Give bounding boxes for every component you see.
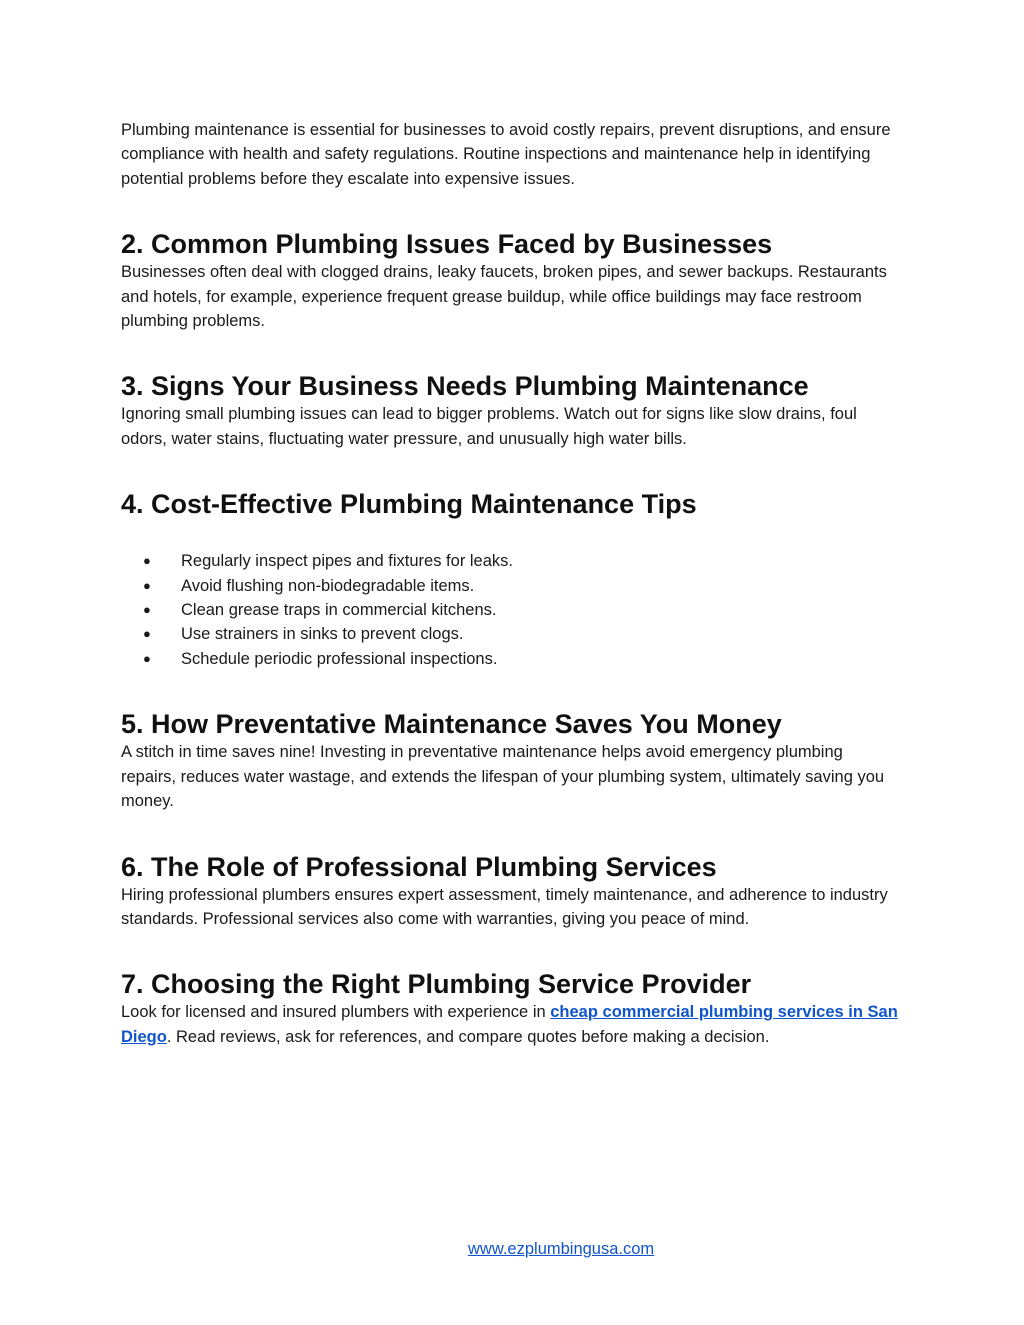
provider-text-after: . Read reviews, ask for references, and compare quotes before making a decision. (166, 1027, 770, 1046)
tip-text: Use strainers in sinks to prevent clogs. (181, 625, 464, 644)
bullet-icon: ● (143, 553, 151, 569)
list-item (121, 549, 901, 573)
tip-text: Avoid flushing non-biodegradable items. (181, 576, 475, 595)
tip-text: Regularly inspect pipes and fixtures for leaks. (181, 552, 513, 571)
heading-preventative-savings: 5. How Preventative Maintenance Saves You Money (121, 709, 782, 740)
paragraph-preventative-savings: A stitch in time saves nine! Investing in preventative maintenance helps avoid emergency plumbing repairs, reduces water wastage, and extends the lifespan of your plumbing system, ultimately saving you money. (121, 743, 885, 811)
bullet-icon: ● (143, 577, 151, 593)
heading-common-issues: 2. Common Plumbing Issues Faced by Businesses (121, 229, 773, 260)
heading-professional-services: 6. The Role of Professional Plumbing Services (121, 851, 717, 882)
list-item (121, 574, 901, 598)
paragraph-signs-maintenance: Ignoring small plumbing issues can lead to bigger problems. Watch out for signs like slow drains, foul odors, water stains, fluctuating water pressure, and unusually high water bills. (121, 405, 857, 448)
provider-text-before: Look for licensed and insured plumbers with experience in (121, 1003, 551, 1022)
commercial-plumbing-link[interactable]: cheap commercial plumbing services in San Diego (121, 1003, 898, 1046)
paragraph-professional-services: Hiring professional plumbers ensures expert assessment, timely maintenance, and adherence to industry standards. Professional services also come with warranties, giving you peace of mind. (121, 885, 888, 928)
bullet-icon: ● (143, 650, 151, 666)
list-item (121, 622, 901, 646)
heading-signs-maintenance: 3. Signs Your Business Needs Plumbing Maintenance (121, 371, 809, 402)
list-item (121, 647, 901, 671)
heading-maintenance-tips: 4. Cost-Effective Plumbing Maintenance Tips (121, 489, 697, 520)
tip-text: Clean grease traps in commercial kitchens. (181, 601, 497, 620)
heading-choosing-provider: 7. Choosing the Right Plumbing Service Provider (121, 969, 752, 1000)
paragraph-common-issues: Businesses often deal with clogged drains, leaky faucets, broken pipes, and sewer backups. Restaurants and hotels, for example, experience frequent grease buildup, while office buildings may face restroom plumbing problems. (121, 263, 887, 331)
paragraph-choosing-provider (121, 1000, 901, 1049)
tips-list (121, 549, 901, 671)
footer-website-link[interactable]: www.ezplumbingusa.com (468, 1240, 655, 1258)
tip-text: Schedule periodic professional inspections. (181, 649, 498, 668)
bullet-icon: ● (143, 602, 151, 618)
intro-paragraph: Plumbing maintenance is essential for businesses to avoid costly repairs, prevent disruptions, and ensure compliance with health and safety regulations. Routine inspections and maintenance help in identifying potential problems before they escalate into expensive issues. (121, 121, 891, 188)
document-page (121, 118, 901, 1049)
list-item (121, 598, 901, 622)
bullet-icon: ● (143, 626, 151, 642)
